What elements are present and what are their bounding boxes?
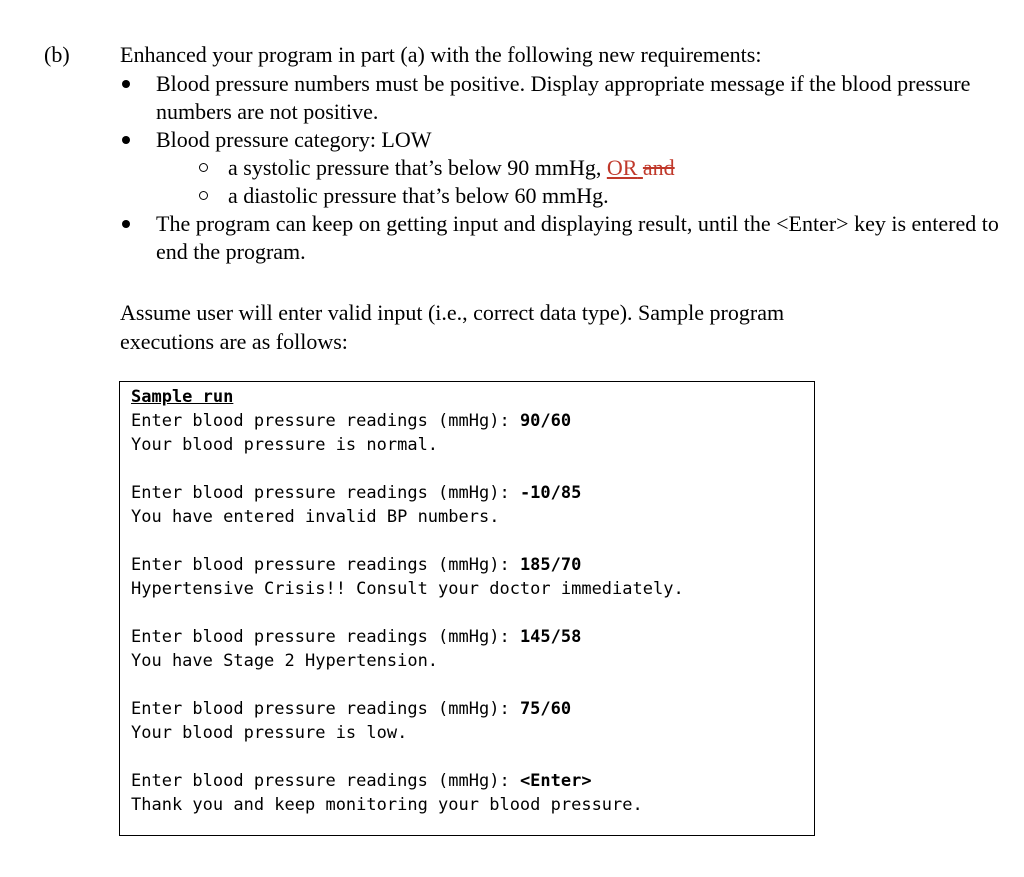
run-block	[131, 553, 814, 601]
sample-run-box	[119, 381, 815, 836]
run-block	[131, 625, 814, 673]
deleted-revision-text: and	[642, 155, 675, 180]
hollow-bullet-icon	[199, 163, 208, 172]
prompt-text: Enter blood pressure readings (mmHg):	[131, 771, 520, 791]
user-input-text: 185/70	[519, 555, 582, 575]
part-label: (b)	[44, 42, 70, 67]
user-input-text: 90/60	[519, 411, 572, 431]
output-line: Your blood pressure is low.	[131, 723, 408, 743]
requirements-list	[120, 70, 1000, 266]
prompt-text: Enter blood pressure readings (mmHg):	[131, 699, 520, 719]
sample-run-title: Sample run	[131, 387, 234, 407]
inserted-revision-text: OR	[606, 155, 638, 180]
prompt-line	[131, 697, 814, 721]
run-block	[131, 697, 814, 745]
bullet-icon	[122, 136, 130, 144]
prompt-text: Enter blood pressure readings (mmHg):	[131, 411, 520, 431]
prompt-line	[131, 409, 814, 433]
output-line: You have entered invalid BP numbers.	[131, 507, 500, 527]
output-line: Your blood pressure is normal.	[131, 435, 439, 455]
output-line: You have Stage 2 Hypertension.	[131, 651, 439, 671]
prompt-line	[131, 625, 814, 649]
prompt-text: Enter blood pressure readings (mmHg):	[131, 627, 520, 647]
assumption-text: Assume user will enter valid input (i.e., correct data type). Sample program executions are as follows:	[120, 300, 785, 354]
requirement-item	[120, 70, 1000, 126]
output-line: Hypertensive Crisis!! Consult your doctor immediately.	[131, 579, 684, 599]
intro-text: Enhanced your program in part (a) with the following new requirements:	[120, 42, 762, 67]
user-input-text: 145/58	[519, 627, 582, 647]
user-input-text: 75/60	[519, 699, 572, 719]
run-block	[131, 481, 814, 529]
prompt-line	[131, 769, 814, 793]
run-block	[131, 769, 814, 817]
requirement-text: Blood pressure category: LOW	[156, 127, 432, 152]
sub-requirement-text: a systolic pressure that’s below 90 mmHg,	[228, 155, 607, 180]
sub-requirement-item	[120, 154, 1000, 182]
user-input-text: <Enter>	[519, 771, 592, 791]
requirement-item	[120, 126, 1000, 154]
requirement-text: Blood pressure numbers must be positive. Display appropriate message if the blood pressure numbers are not positive.	[156, 71, 971, 124]
prompt-line	[131, 481, 814, 505]
requirement-text: The program can keep on getting input and displaying result, until the <Enter> key is entered to end the program.	[156, 211, 999, 264]
bullet-icon	[122, 80, 130, 88]
output-line: Thank you and keep monitoring your blood pressure.	[131, 795, 643, 815]
prompt-text: Enter blood pressure readings (mmHg):	[131, 555, 520, 575]
hollow-bullet-icon	[199, 191, 208, 200]
sub-requirement-text: a diastolic pressure that’s below 60 mmHg.	[228, 183, 609, 208]
requirement-item	[120, 210, 1000, 266]
user-input-text: -10/85	[519, 483, 582, 503]
sub-requirement-item	[120, 182, 1000, 210]
run-block	[131, 409, 814, 457]
prompt-text: Enter blood pressure readings (mmHg):	[131, 483, 520, 503]
bullet-icon	[122, 220, 130, 228]
prompt-line	[131, 553, 814, 577]
